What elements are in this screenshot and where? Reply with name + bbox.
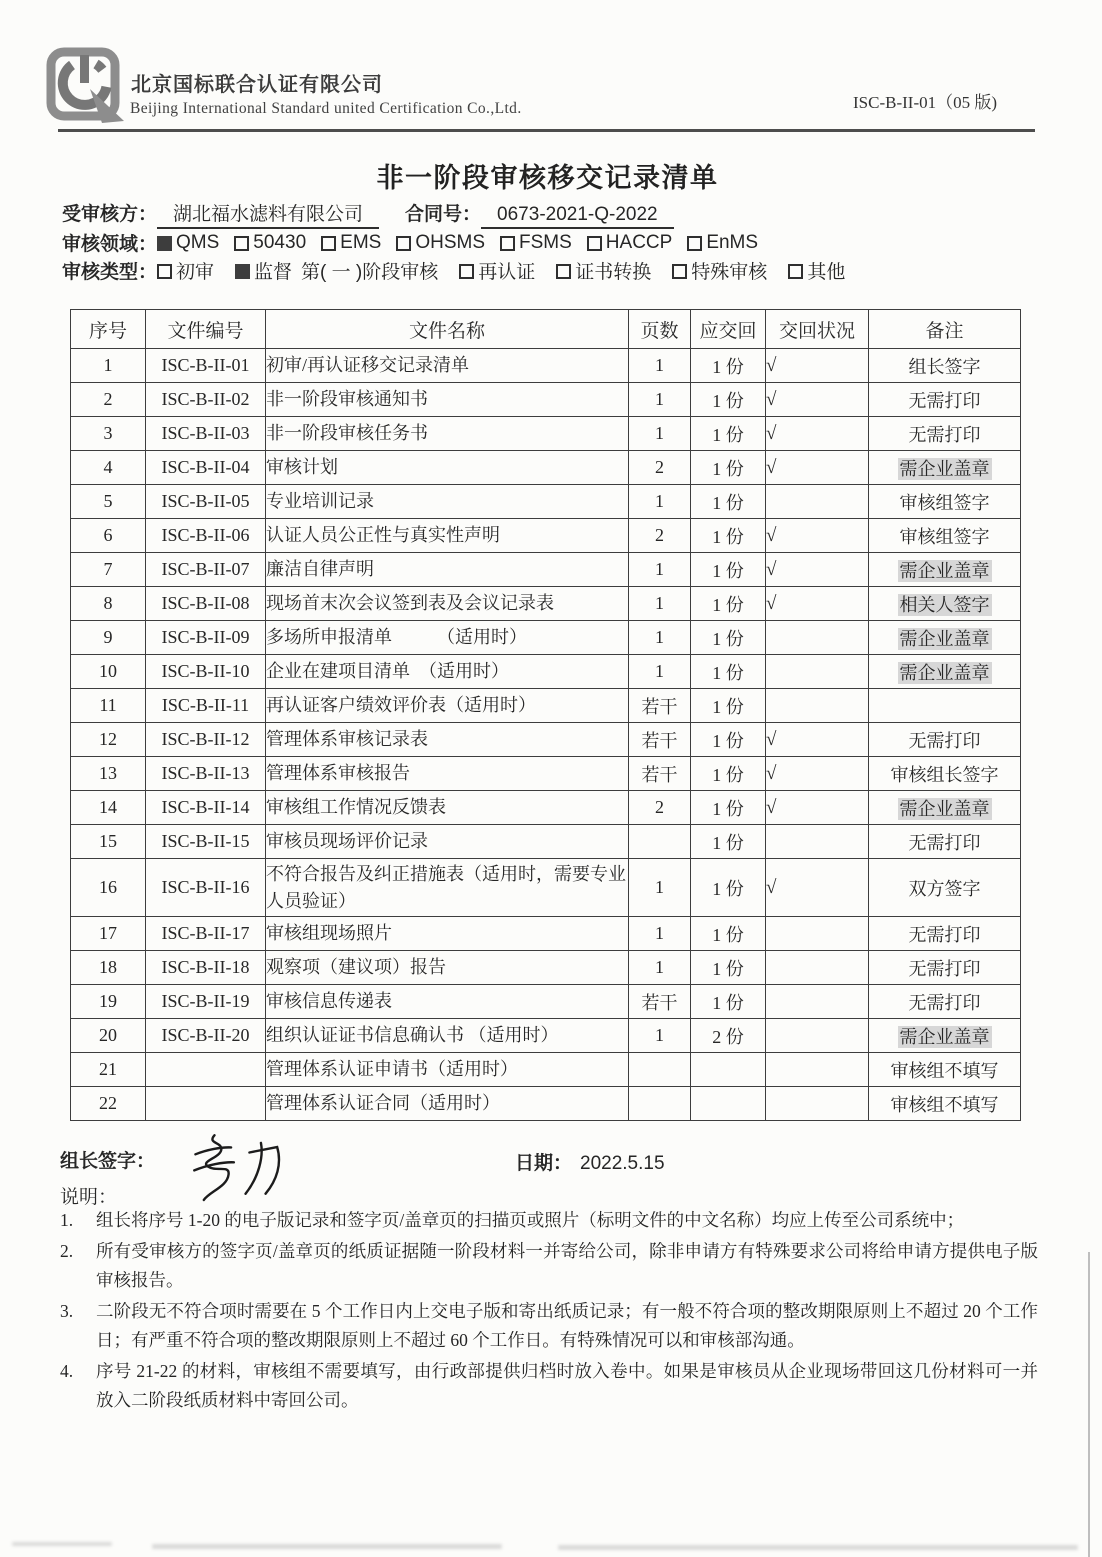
highlighted-remark: 需企业盖章 [899,798,990,819]
checkbox-unchecked-icon [321,236,336,251]
cell-remark: 无需打印 [869,383,1021,417]
cell-code: ISC-B-II-02 [146,383,266,417]
cell-code: ISC-B-II-01 [146,349,266,383]
cell-name: 非一阶段审核通知书 [266,383,629,417]
cell-no: 16 [71,859,146,917]
table-row [71,655,1021,689]
audit-field-option-50430 [234,232,306,254]
cell-name: 管理体系认证合同（适用时） [266,1087,629,1121]
contract-number-label: 合同号： [405,204,482,225]
cell-pages: 1 [629,859,691,917]
cell-pages: 若干 [629,985,691,1019]
checkbox-unchecked-icon [687,236,702,251]
option-label: 再认证 [478,262,536,283]
cell-returned [766,1019,869,1053]
audit-field-option-EnMS [687,232,758,254]
table-row [71,587,1021,621]
cell-copies: 1 份 [691,985,766,1019]
signature-row [60,1146,1035,1173]
cell-remark: 审核组不填写 [869,1053,1021,1087]
cell-remark: 审核组签字 [869,519,1021,553]
cell-copies: 1 份 [691,655,766,689]
cell-copies: 1 份 [691,791,766,825]
cell-remark [869,655,1021,689]
cell-pages: 1 [629,349,691,383]
cell-code: ISC-B-II-12 [146,723,266,757]
cell-remark: 审核组长签字 [869,757,1021,791]
note-number: 2. [60,1241,74,1261]
date-wrap [515,1148,665,1175]
scan-smudge-artifact [152,1544,502,1549]
checkbox-checked-icon [235,264,250,279]
cell-returned [766,689,869,723]
cell-remark [869,689,1021,723]
cell-pages: 若干 [629,689,691,723]
cell-returned [766,917,869,951]
table-row [71,1087,1021,1121]
cell-returned: √ [766,451,869,485]
cell-code: ISC-B-II-05 [146,485,266,519]
cell-name: 管理体系审核报告 [266,757,629,791]
highlighted-remark: 需企业盖章 [899,1026,990,1047]
cell-pages: 2 [629,519,691,553]
cell-returned: √ [766,791,869,825]
table-row [71,417,1021,451]
document-code: ISC-B-II-01（05 版) [853,93,998,112]
checkbox-unchecked-icon [500,236,515,251]
documents-table [70,309,1021,1121]
cell-remark [869,451,1021,485]
leader-signature-handwriting [170,1124,320,1202]
cell-no: 11 [71,689,146,723]
table-row [71,985,1021,1019]
option-suffix: 第( 一 )阶段审核 [301,262,439,283]
cell-remark: 组长签字 [869,349,1021,383]
cell-copies: 1 份 [691,451,766,485]
table-row [71,1019,1021,1053]
cell-copies [691,1087,766,1121]
column-header-1: 文件编号 [146,310,266,349]
cell-remark: 审核组不填写 [869,1087,1021,1121]
option-label: 监督 [254,262,293,283]
audit-type-line [62,257,866,284]
cell-code: ISC-B-II-19 [146,985,266,1019]
audit-type-option-初审 [157,257,214,284]
cell-name: 审核组现场照片 [266,917,629,951]
cell-copies: 1 份 [691,553,766,587]
cell-copies: 2 份 [691,1019,766,1053]
auditee-label: 受审核方： [62,204,158,225]
note-item [60,1297,1038,1355]
cell-name: 多场所申报清单 （适用时） [266,621,629,655]
highlighted-remark: 需企业盖章 [899,458,990,479]
cell-copies: 1 份 [691,859,766,917]
cell-returned: √ [766,587,869,621]
cell-name: 审核信息传递表 [266,985,629,1019]
checkbox-unchecked-icon [157,264,172,279]
cell-name: 再认证客户绩效评价表（适用时） [266,689,629,723]
cell-code: ISC-B-II-04 [146,451,266,485]
audit-field-option-QMS [157,232,219,254]
table-row [71,917,1021,951]
cell-code: ISC-B-II-11 [146,689,266,723]
cell-copies: 1 份 [691,723,766,757]
option-label: 初审 [176,262,215,283]
company-name-cn: 北京国标联合认证有限公司 [131,74,383,96]
table-row [71,723,1021,757]
audit-field-option-EMS [321,232,381,254]
cell-remark: 无需打印 [869,825,1021,859]
cell-no: 21 [71,1053,146,1087]
cell-remark: 无需打印 [869,917,1021,951]
cell-name: 观察项（建议项）报告 [266,951,629,985]
option-label: FSMS [519,231,572,253]
cell-pages: 1 [629,417,691,451]
cell-remark [869,587,1021,621]
table-row [71,349,1021,383]
cell-code: ISC-B-II-13 [146,757,266,791]
cell-copies: 1 份 [691,917,766,951]
table-row [71,1053,1021,1087]
cell-no: 8 [71,587,146,621]
cell-copies: 1 份 [691,519,766,553]
highlighted-remark: 需企业盖章 [899,560,990,581]
cell-returned: √ [766,723,869,757]
cell-code: ISC-B-II-20 [146,1019,266,1053]
audit-type-option-证书转换 [556,257,651,284]
cell-returned: √ [766,553,869,587]
cell-pages: 1 [629,917,691,951]
cell-returned [766,1053,869,1087]
cell-no: 9 [71,621,146,655]
checkbox-unchecked-icon [587,236,602,251]
scan-edge-artifact [1088,1252,1090,1557]
cell-copies: 1 份 [691,349,766,383]
cell-name: 组织认证证书信息确认书 （适用时） [266,1019,629,1053]
cell-copies: 1 份 [691,587,766,621]
note-number: 4. [60,1361,74,1381]
option-label: 其他 [807,262,846,283]
cell-returned [766,951,869,985]
cell-name: 初审/再认证移交记录清单 [266,349,629,383]
contract-number-value: 0673-2021-Q-2022 [481,204,674,229]
cell-remark [869,791,1021,825]
table-row [71,859,1021,917]
cell-no: 1 [71,349,146,383]
cell-copies: 1 份 [691,383,766,417]
scan-smudge-artifact [558,1545,1078,1550]
cell-name: 不符合报告及纠正措施表（适用时，需要专业人员验证） [266,859,629,917]
cell-remark: 无需打印 [869,723,1021,757]
cell-pages: 1 [629,553,691,587]
table-row [71,553,1021,587]
highlighted-remark: 相关人签字 [899,594,990,615]
cell-no: 17 [71,917,146,951]
checkbox-unchecked-icon [234,236,249,251]
cell-no: 20 [71,1019,146,1053]
cell-code [146,1087,266,1121]
cell-pages: 1 [629,1019,691,1053]
option-label: EnMS [706,231,759,253]
cell-name: 认证人员公正性与真实性声明 [266,519,629,553]
audit-type-option-特殊审核 [672,257,767,284]
cell-returned [766,825,869,859]
cell-no: 18 [71,951,146,985]
cell-name: 现场首末次会议签到表及会议记录表 [266,587,629,621]
date-label: 日期： [515,1153,573,1174]
cell-remark: 无需打印 [869,417,1021,451]
option-label: 特殊审核 [691,262,768,283]
cell-copies: 1 份 [691,757,766,791]
date-value: 2022.5.15 [580,1153,665,1174]
cell-pages [629,1087,691,1121]
checkbox-unchecked-icon [396,236,411,251]
cell-code [146,1053,266,1087]
column-header-5: 交回状况 [766,310,869,349]
cell-pages: 1 [629,587,691,621]
option-label: EMS [340,231,382,253]
header-divider [58,129,1035,132]
checkbox-unchecked-icon [459,264,474,279]
cell-name: 审核组工作情况反馈表 [266,791,629,825]
cell-name: 管理体系审核记录表 [266,723,629,757]
cell-remark: 双方签字 [869,859,1021,917]
cell-pages: 2 [629,451,691,485]
cell-copies [691,1053,766,1087]
cell-no: 2 [71,383,146,417]
cell-returned [766,1087,869,1121]
column-header-3: 页数 [629,310,691,349]
table-row [71,791,1021,825]
cell-returned [766,621,869,655]
cell-name: 廉洁自律声明 [266,553,629,587]
table-row [71,485,1021,519]
cell-returned: √ [766,349,869,383]
company-name-en: Beijing International Standard united Certification Co.,Ltd. [130,100,522,117]
checkbox-unchecked-icon [556,264,571,279]
column-header-4: 应交回 [691,310,766,349]
cell-remark [869,1019,1021,1053]
notes-list [60,1206,1038,1417]
cell-name: 审核计划 [266,451,629,485]
audit-type-option-再认证 [459,257,535,284]
cell-no: 14 [71,791,146,825]
cell-pages: 1 [629,621,691,655]
cell-name: 非一阶段审核任务书 [266,417,629,451]
cell-pages: 若干 [629,723,691,757]
audit-field-options [157,231,773,255]
table-row [71,689,1021,723]
table-header-row [71,310,1021,349]
audit-type-option-其他 [788,257,845,284]
notes-label: 说明： [60,1187,118,1208]
cell-returned [766,655,869,689]
option-label: 证书转换 [575,262,652,283]
scan-smudge-artifact [12,1542,112,1546]
note-item [60,1206,1038,1235]
cell-returned: √ [766,417,869,451]
leader-signature-label: 组长签字： [60,1151,156,1172]
cell-returned [766,985,869,1019]
audit-type-options [157,262,866,283]
option-label: HACCP [605,231,673,253]
table-row [71,519,1021,553]
note-item [60,1357,1038,1415]
cell-pages: 1 [629,485,691,519]
cell-returned: √ [766,757,869,791]
audit-field-option-HACCP [587,232,673,254]
cell-pages: 1 [629,383,691,417]
column-header-0: 序号 [71,310,146,349]
cell-no: 7 [71,553,146,587]
cell-no: 22 [71,1087,146,1121]
cell-name: 企业在建项目清单 （适用时） [266,655,629,689]
note-number: 3. [60,1301,74,1321]
audit-type-label: 审核类型： [62,262,158,283]
cell-copies: 1 份 [691,417,766,451]
highlighted-remark: 需企业盖章 [899,628,990,649]
cell-code: ISC-B-II-08 [146,587,266,621]
cell-remark [869,553,1021,587]
checkbox-checked-icon [157,236,172,251]
cell-pages: 2 [629,791,691,825]
audit-field-option-OHSMS [396,232,485,254]
cell-code: ISC-B-II-06 [146,519,266,553]
cell-remark: 无需打印 [869,951,1021,985]
page-title: 非一阶段审核移交记录清单 [376,163,719,193]
cell-no: 15 [71,825,146,859]
cell-no: 13 [71,757,146,791]
cell-copies: 1 份 [691,689,766,723]
note-item [60,1237,1038,1295]
cell-no: 3 [71,417,146,451]
cell-returned: √ [766,519,869,553]
certification-body-logo-icon [44,47,128,131]
option-label: QMS [176,231,220,253]
cell-code: ISC-B-II-18 [146,951,266,985]
cell-no: 12 [71,723,146,757]
option-label: 50430 [253,231,307,253]
cell-code: ISC-B-II-17 [146,917,266,951]
cell-code: ISC-B-II-03 [146,417,266,451]
cell-code: ISC-B-II-07 [146,553,266,587]
cell-pages [629,1053,691,1087]
cell-no: 19 [71,985,146,1019]
audit-type-option-监督 [235,257,438,284]
cell-copies: 1 份 [691,621,766,655]
cell-remark: 无需打印 [869,985,1021,1019]
checkbox-unchecked-icon [788,264,803,279]
note-number: 1. [60,1210,74,1230]
cell-pages: 1 [629,655,691,689]
highlighted-remark: 需企业盖章 [899,662,990,683]
cell-no: 6 [71,519,146,553]
audit-field-label: 审核领域： [62,234,158,255]
cell-name: 审核员现场评价记录 [266,825,629,859]
cell-code: ISC-B-II-10 [146,655,266,689]
auditee-contract-line [62,199,674,226]
cell-name: 专业培训记录 [266,485,629,519]
cell-copies: 1 份 [691,951,766,985]
table-row [71,383,1021,417]
cell-remark: 审核组签字 [869,485,1021,519]
cell-code: ISC-B-II-09 [146,621,266,655]
cell-no: 4 [71,451,146,485]
table-row [71,825,1021,859]
cell-pages: 1 [629,951,691,985]
cell-returned: √ [766,383,869,417]
auditee-value: 湖北福水滤料有限公司 [157,204,379,229]
cell-code: ISC-B-II-16 [146,859,266,917]
table-row [71,951,1021,985]
table-row [71,451,1021,485]
audit-field-line [62,229,773,256]
note-text: 所有受审核方的签字页/盖章页的纸质证据随一阶段材料一并寄给公司，除非申请方有特殊要求公司将给申请方提供电子版审核报告。 [96,1241,1038,1290]
cell-returned: √ [766,859,869,917]
cell-code: ISC-B-II-15 [146,825,266,859]
note-text: 序号 21-22 的材料，审核组不需要填写，由行政部提供归档时放入卷中。如果是审核员从企业现场带回这几份材料可一并放入二阶段纸质材料中寄回公司。 [96,1361,1038,1410]
note-text: 组长将序号 1-20 的电子版记录和签字页/盖章页的扫描页或照片（标明文件的中文名称）均应上传至公司系统中； [96,1210,965,1230]
cell-pages: 若干 [629,757,691,791]
option-label: OHSMS [415,231,486,253]
checkbox-unchecked-icon [672,264,687,279]
audit-field-option-FSMS [500,232,572,254]
cell-returned [766,485,869,519]
cell-copies: 1 份 [691,825,766,859]
cell-code: ISC-B-II-14 [146,791,266,825]
note-text: 二阶段无不符合项时需要在 5 个工作日内上交电子版和寄出纸质记录；有一般不符合项的整改期限原则上不超过 20 个工作日；有严重不符合项的整改期限原则上不超过 60 个工作日。有特殊情况可以和审核部沟通。 [96,1301,1038,1350]
cell-pages [629,825,691,859]
cell-copies: 1 份 [691,485,766,519]
table-row [71,757,1021,791]
cell-name: 管理体系认证申请书（适用时） [266,1053,629,1087]
column-header-2: 文件名称 [266,310,629,349]
table-row [71,621,1021,655]
cell-remark [869,621,1021,655]
cell-no: 5 [71,485,146,519]
cell-no: 10 [71,655,146,689]
column-header-6: 备注 [869,310,1021,349]
